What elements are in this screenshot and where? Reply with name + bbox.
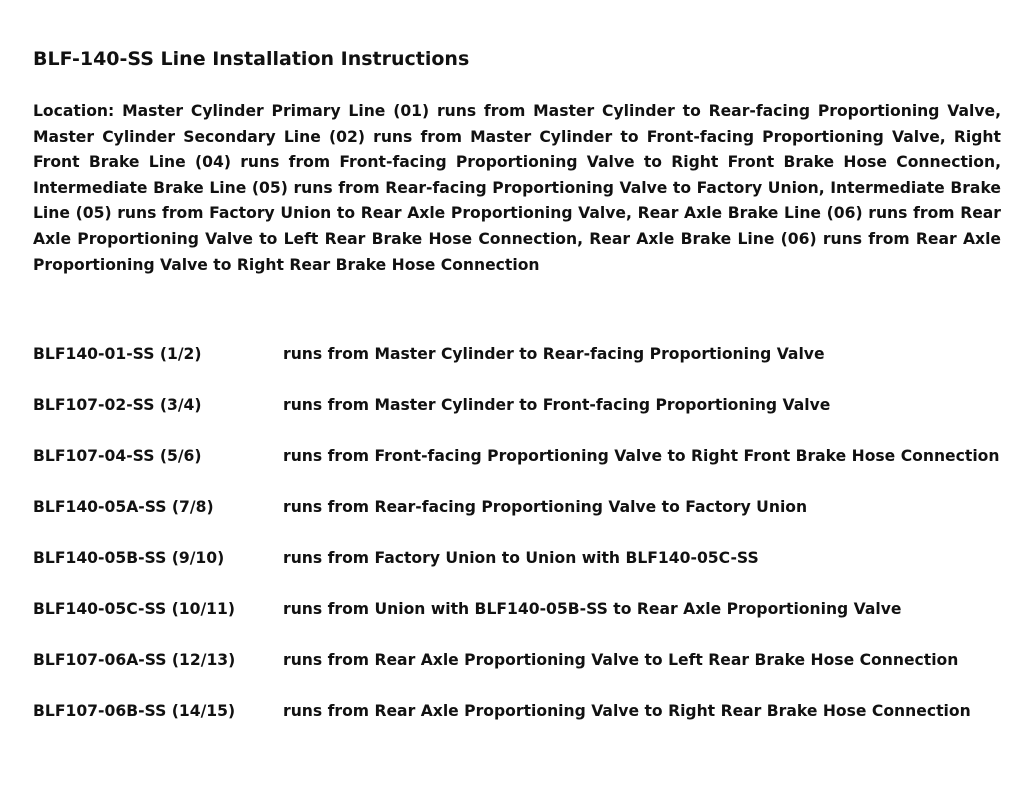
- line-row: [33, 546, 1001, 597]
- line-part-number: BLF140-05A-SS (7/8): [33, 498, 214, 516]
- line-part-number: BLF140-01-SS (1/2): [33, 345, 202, 363]
- document-page: [33, 0, 1001, 789]
- line-route: runs from Rear-facing Proportioning Valve to Factory Union: [283, 498, 808, 516]
- line-part-number: BLF107-06A-SS (12/13): [33, 651, 236, 669]
- location-paragraph: Location: Master Cylinder Primary Line (01) runs from Master Cylinder to Rear-facing Proportioning Valve, Master Cylinder Secondary Line (02) runs from Master Cylinder to Front-facing Proportioning Valve, Right Front Brake Line (04) runs from Front-facing Proportioning Valve to Right Front Brake Hose Connection, Intermediate Brake Line (05) runs from Rear-facing Proportioning Valve to Factory Union, Intermediate Brake Line (05) runs from Factory Union to Rear Axle Proportioning Valve, Rear Axle Brake Line (06) runs from Rear Axle Proportioning Valve to Left Rear Brake Hose Connection, Rear Axle Brake Line (06) runs from Rear Axle Proportioning Valve to Right Rear Brake Hose Connection: [33, 102, 1001, 274]
- line-part-number: BLF107-04-SS (5/6): [33, 447, 202, 465]
- line-row: [33, 444, 1001, 495]
- line-part-number: BLF140-05C-SS (10/11): [33, 600, 236, 618]
- line-route: runs from Front-facing Proportioning Valve to Right Front Brake Hose Connection: [283, 447, 1000, 465]
- line-row: [33, 597, 1001, 648]
- line-row: [33, 342, 1001, 393]
- line-part-number: BLF107-02-SS (3/4): [33, 396, 202, 414]
- document-title: BLF-140-SS Line Installation Instructions: [33, 48, 470, 70]
- line-row: [33, 648, 1001, 699]
- line-part-number: BLF107-06B-SS (14/15): [33, 702, 236, 720]
- line-row: [33, 495, 1001, 546]
- line-list: [33, 342, 1001, 750]
- line-part-number: BLF140-05B-SS (9/10): [33, 549, 225, 567]
- line-route: runs from Rear Axle Proportioning Valve to Right Rear Brake Hose Connection: [283, 702, 971, 720]
- line-route: runs from Factory Union to Union with BLF140-05C-SS: [283, 549, 759, 567]
- line-route: runs from Master Cylinder to Front-facing Proportioning Valve: [283, 396, 831, 414]
- line-route: runs from Rear Axle Proportioning Valve to Left Rear Brake Hose Connection: [283, 651, 959, 669]
- line-route: runs from Union with BLF140-05B-SS to Rear Axle Proportioning Valve: [283, 600, 902, 618]
- line-row: [33, 699, 1001, 750]
- line-route: runs from Master Cylinder to Rear-facing Proportioning Valve: [283, 345, 825, 363]
- line-row: [33, 393, 1001, 444]
